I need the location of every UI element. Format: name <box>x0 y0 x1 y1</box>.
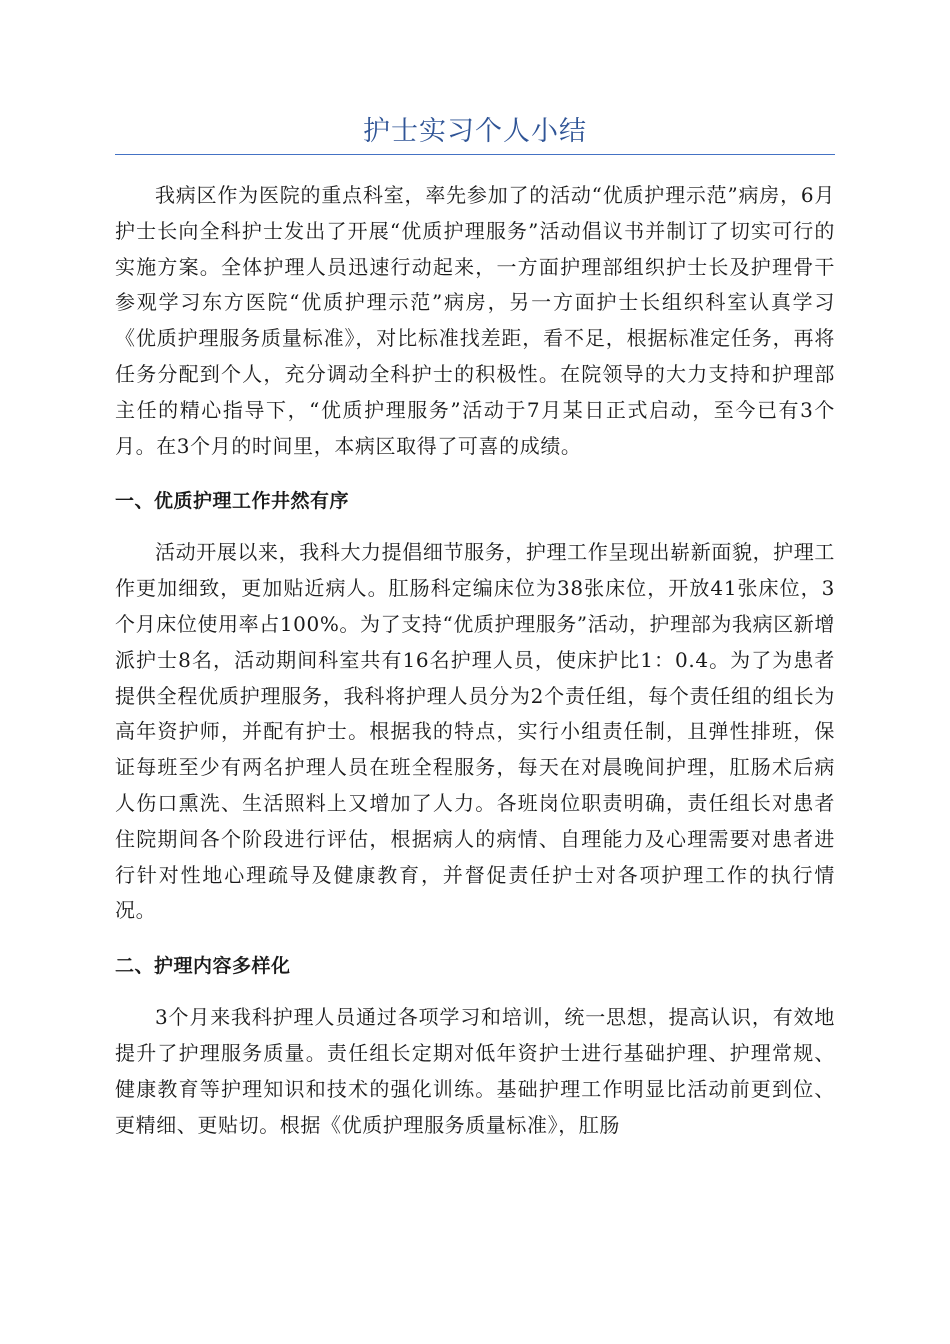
section-2-paragraph: 3个月来我科护理人员通过各项学习和培训，统一思想，提高认识，有效地提升了护理服务质量。责任组长定期对低年资护士进行基础护理、护理常规、健康教育等护理知识和技术的强化训练。基础护理工作明显比活动前更到位、更精细、更贴切。根据《优质护理服务质量标准》，肛肠 <box>115 1005 835 1137</box>
document-title: 护士实习个人小结 <box>363 116 587 147</box>
document-page <box>115 112 835 1143</box>
intro-paragraph: 我病区作为医院的重点科室，率先参加了的活动“优质护理示范”病房，6月护士长向全科护士发出了开展“优质护理服务”活动倡议书并制订了切实可行的实施方案。全体护理人员迅速行动起来，一方面护理部组织护士长及护理骨干参观学习东方医院“优质护理示范”病房，另一方面护士长组织科室认真学习《优质护理服务质量标准》，对比标准找差距，看不足，根据标准定任务，再将任务分配到个人，充分调动全科护士的积极性。在院领导的大力支持和护理部主任的精心指导下，“优质护理服务”活动于7月某日正式启动，至今已有3个月。在3个月的时间里，本病区取得了可喜的成绩。 <box>115 183 835 458</box>
section-2-heading: 二、护理内容多样化 <box>115 955 291 978</box>
section-1-paragraph: 活动开展以来，我科大力提倡细节服务，护理工作呈现出崭新面貌，护理工作更加细致，更加贴近病人。肛肠科定编床位为38张床位，开放41张床位，3个月床位使用率占100%。为了支持“优质护理服务”活动，护理部为我病区新增派护士8名，活动期间科室共有16名护理人员，使床护比1：0.4。为了为患者提供全程优质护理服务，我科将护理人员分为2个责任组，每个责任组的组长为高年资护师，并配有护士。根据我的特点，实行小组责任制，且弹性排班，保证每班至少有两名护理人员在班全程服务，每天在对晨晚间护理，肛肠术后病人伤口熏洗、生活照料上又增加了人力。各班岗位职责明确，责任组长对患者住院期间各个阶段进行评估，根据病人的病情、自理能力及心理需要对患者进行针对性地心理疏导及健康教育，并督促责任护士对各项护理工作的执行情况。 <box>115 540 835 923</box>
title-underline <box>115 154 835 155</box>
section-1-heading: 一、优质护理工作井然有序 <box>115 490 350 513</box>
